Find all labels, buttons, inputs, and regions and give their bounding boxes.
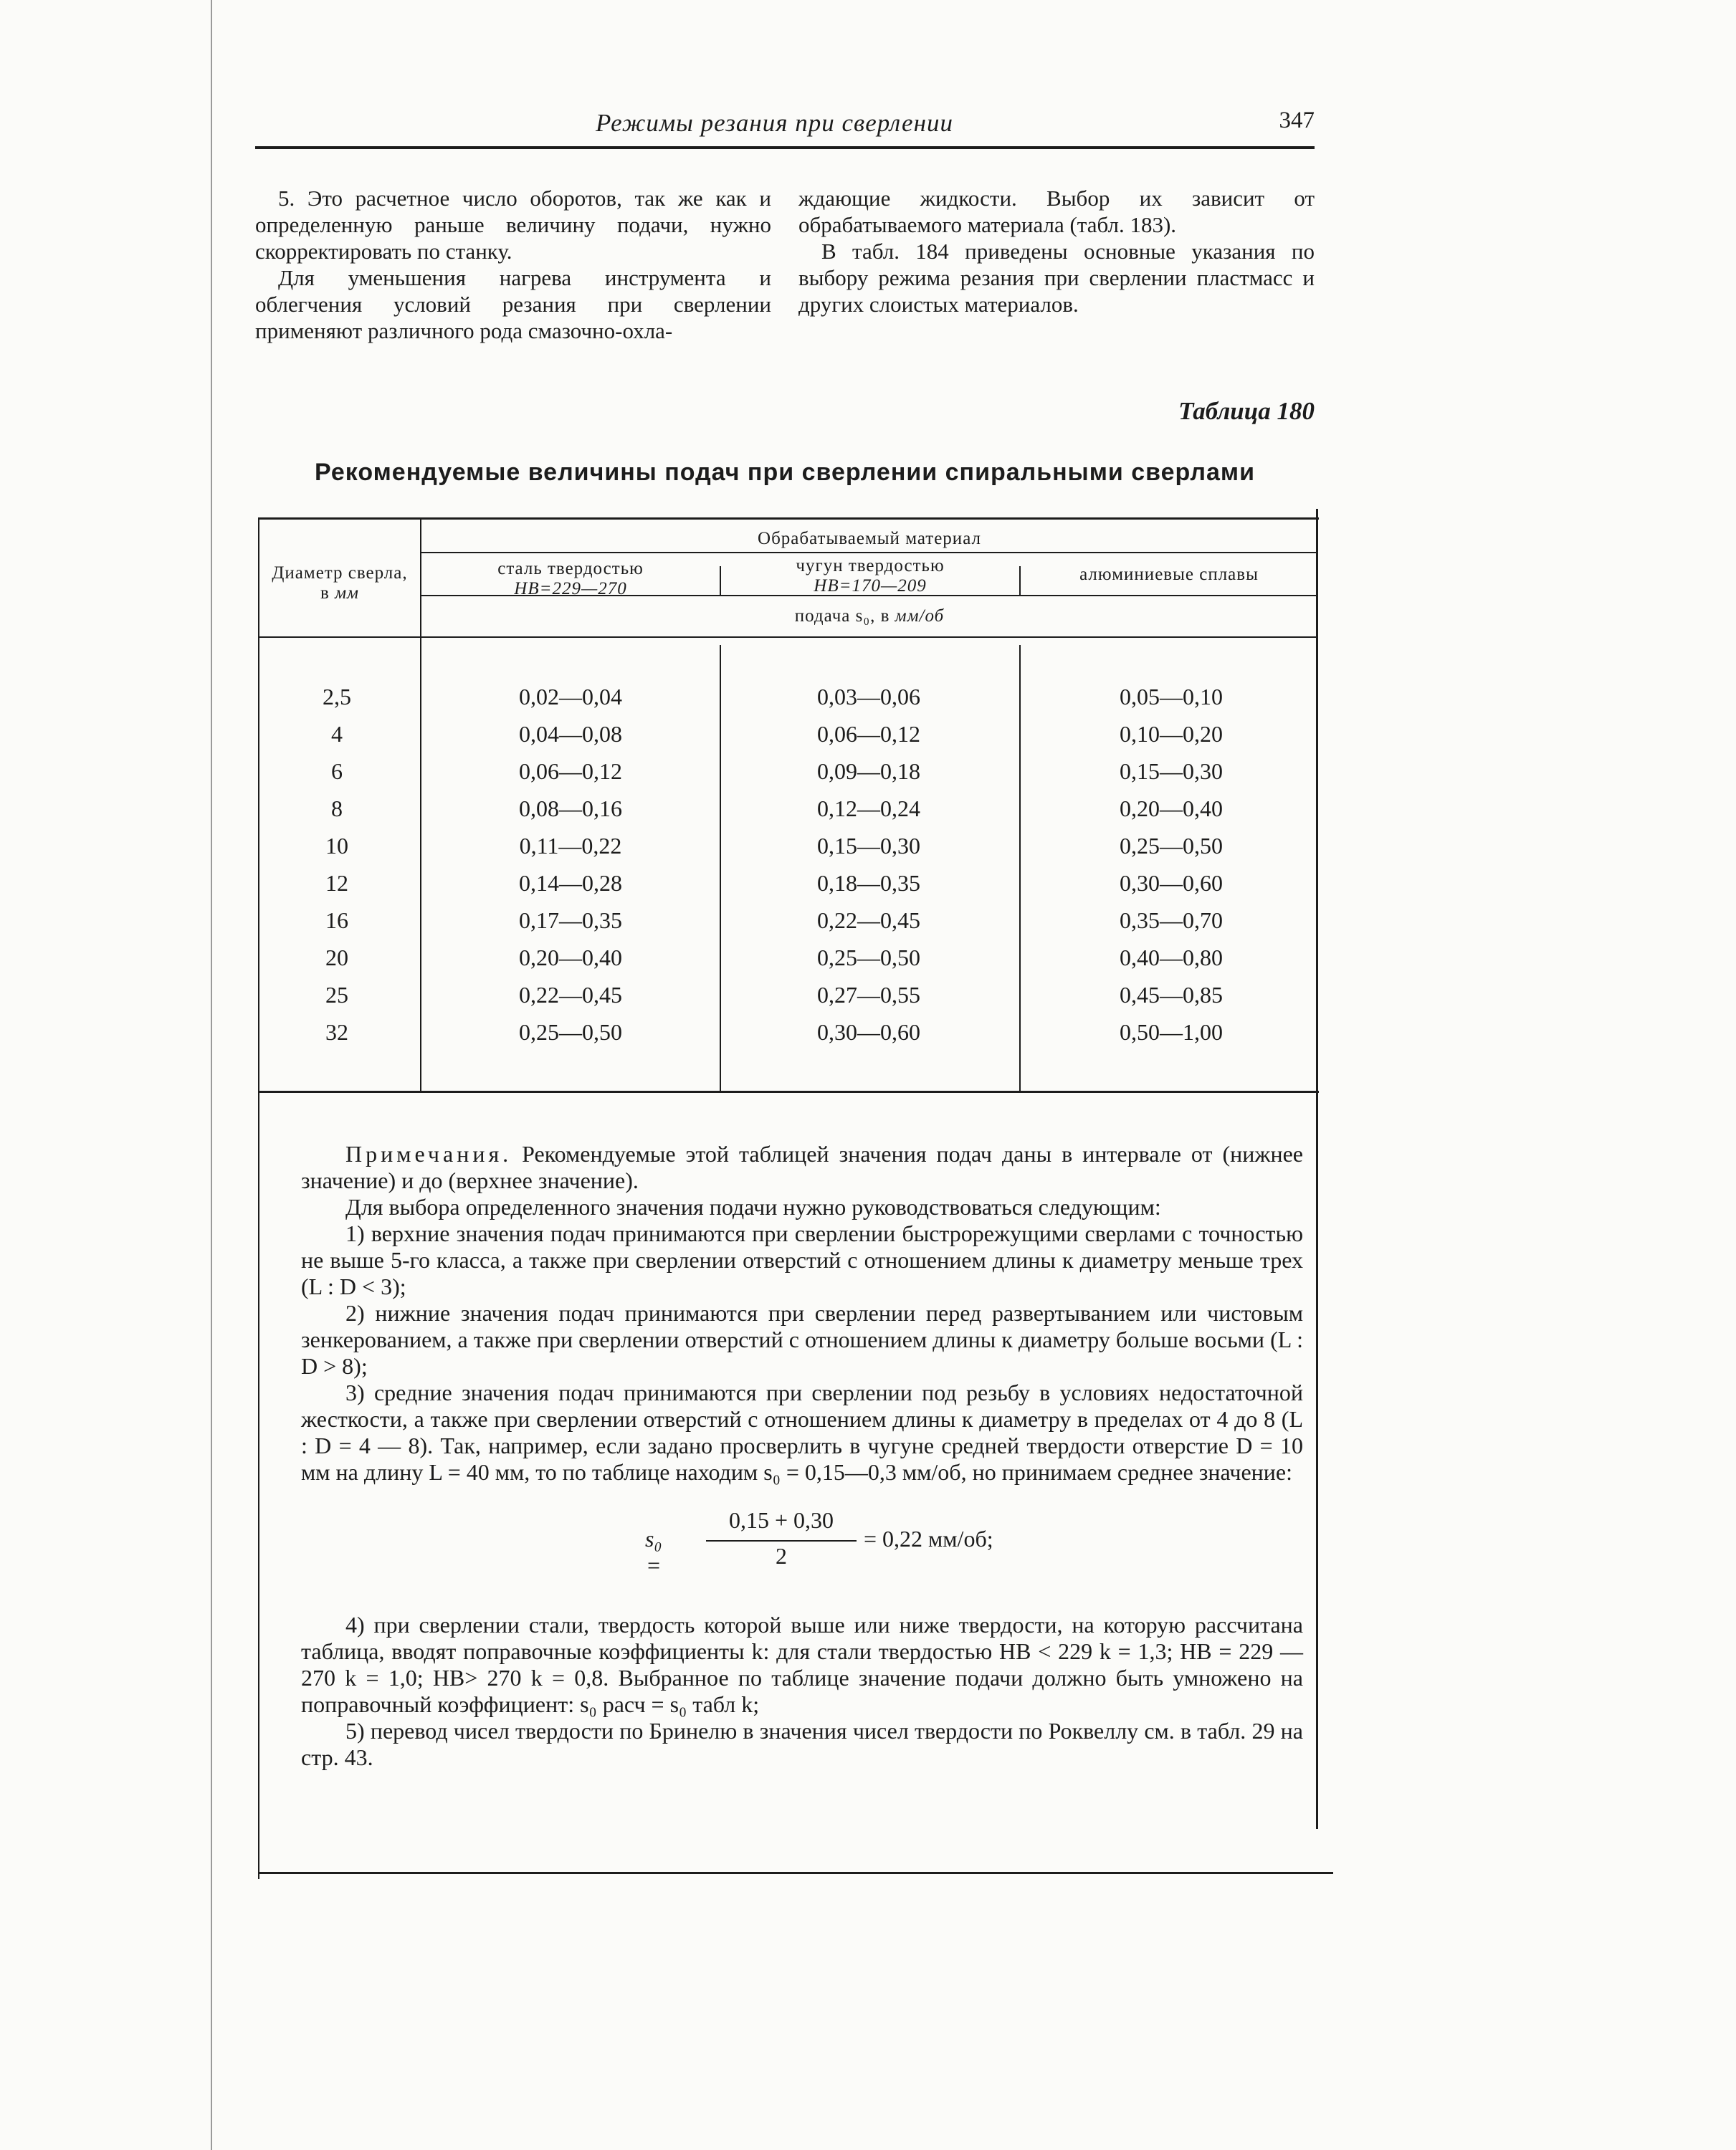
header-diameter-unit: мм: [335, 583, 359, 603]
intro-left-column: [255, 185, 771, 344]
formula-rhs: = 0,22 мм/об;: [864, 1526, 993, 1552]
header-steel-line2: HB=229—270: [514, 579, 627, 598]
cell-iron: 0,25—0,50: [817, 945, 920, 970]
note-paragraph: Для выбора определенного значения подачи нужно руководствоваться следующим:: [345, 1194, 1161, 1220]
header-col-divider: [1019, 566, 1021, 595]
header-rule-material: [420, 552, 1316, 553]
note-text: Рекомендуемые этой таблицей значения подач даны в интервале от (нижнее значение) и до (верхнее значение).: [301, 1141, 1304, 1193]
cell-diameter: 20: [325, 945, 348, 970]
cell-diameter: 2,5: [323, 684, 351, 710]
cell-diameter: 16: [325, 907, 348, 933]
cell-diameter: 12: [325, 870, 348, 896]
cell-alum: 0,50—1,00: [1120, 1019, 1223, 1045]
frame-right-line: [1316, 509, 1318, 1829]
note-paragraph: 3) средние значения подач принимаются при сверлении под резьбу в условиях недостаточной жесткости, а также при сверлении отверстий с отношением длины к диаметру в пределах от 4 до 8 (L : D = 4 — 8). Так, например, если задано просверлить в чугуне средней твердости отверстие D = 10 мм на длину L = 40 мм, то по таблице находим s₀ = 0,15—0,3 мм/об, но принимаем среднее значение:: [301, 1380, 1303, 1485]
intro-right-column: [798, 185, 1315, 317]
header-alum: алюминиевые сплавы: [1079, 565, 1259, 584]
header-rule: [255, 146, 1315, 149]
cell-iron: 0,30—0,60: [817, 1019, 920, 1045]
col-line-steel: [720, 645, 721, 1091]
cell-diameter: 6: [331, 758, 343, 784]
cell-iron: 0,06—0,12: [817, 721, 920, 747]
running-header: [255, 108, 1315, 148]
cell-iron: 0,12—0,24: [817, 796, 920, 821]
cell-alum: 0,40—0,80: [1120, 945, 1223, 970]
header-feed-unit: мм/об: [895, 606, 945, 626]
col-line-iron: [1019, 645, 1021, 1091]
frame-left-line: [258, 517, 259, 1879]
cell-steel: 0,17—0,35: [519, 907, 622, 933]
header-iron: [722, 556, 1018, 596]
header-material: Обрабатываемый материал: [758, 529, 981, 548]
header-bottom-rule: [258, 636, 1316, 638]
header-feed: [423, 606, 1316, 626]
cell-steel: 0,02—0,04: [519, 684, 622, 710]
cell-iron: 0,22—0,45: [817, 907, 920, 933]
cell-alum: 0,30—0,60: [1120, 870, 1223, 896]
header-diameter: [267, 563, 413, 603]
cell-steel: 0,20—0,40: [519, 945, 622, 970]
note-paragraph: [301, 1141, 1303, 1194]
cell-steel: 0,25—0,50: [519, 1019, 622, 1045]
table-title: Рекомендуемые величины подач при сверлении спиральными сверлами: [315, 459, 1255, 486]
cell-alum: 0,45—0,85: [1120, 982, 1223, 1008]
cell-alum: 0,20—0,40: [1120, 796, 1223, 821]
table-label: Таблица 180: [1178, 397, 1315, 425]
cell-diameter: 4: [331, 721, 343, 747]
intro-paragraph: 5. Это расчетное число оборотов, так же как и определенную раньше величину подачи, нужно скорректировать по станку.: [255, 186, 771, 264]
cell-iron: 0,18—0,35: [817, 870, 920, 896]
fraction-bar: [706, 1540, 857, 1542]
running-header-title: Режимы резания при сверлении: [596, 109, 953, 137]
frame-bottom-rule: [258, 1872, 1333, 1874]
notes-heading: Примечания.: [345, 1141, 512, 1167]
note-paragraph: 4) при сверлении стали, твердость которой выше или ниже твердости, на которую рассчитана таблица, вводят поправочные коэффициенты k: для стали твердостью HB < 229 k = 1,3; HB = 229 — 270 k = 1,0; HB> 270 k = 0,8. Выбранное по таблице значение подачи должно быть умножено на поправочный коэффициент: s₀ расч = s₀ табл k;: [301, 1612, 1303, 1717]
cell-alum: 0,10—0,20: [1120, 721, 1223, 747]
intro-paragraph: ждающие жидкости. Выбор их зависит от обрабатываемого материала (табл. 183).: [798, 186, 1315, 237]
cell-alum: 0,15—0,30: [1120, 758, 1223, 784]
header-iron-line2: HB=170—209: [814, 576, 927, 596]
cell-alum: 0,35—0,70: [1120, 907, 1223, 933]
cell-iron: 0,27—0,55: [817, 982, 920, 1008]
table-top-rule: [258, 517, 1319, 520]
cell-steel: 0,14—0,28: [519, 870, 622, 896]
col-line-diameter: [420, 517, 421, 1091]
formula-lhs: s₀ =: [645, 1526, 662, 1578]
intro-paragraph: В табл. 184 приведены основные указания по выбору режима резания при сверлении пластмасс и других слоистых материалов.: [798, 239, 1315, 317]
formula-denominator: 2: [776, 1543, 787, 1569]
notes: [301, 1141, 1303, 1771]
cell-iron: 0,15—0,30: [817, 833, 920, 859]
header-col-divider: [720, 566, 721, 595]
header-iron-line1: чугун твердостью: [796, 556, 945, 575]
cell-steel: 0,11—0,22: [519, 833, 622, 859]
header-diameter-label: Диаметр сверла, в: [272, 563, 408, 603]
page-number: 347: [1279, 108, 1315, 133]
formula-numerator: 0,15 + 0,30: [728, 1507, 834, 1533]
cell-diameter: 10: [325, 833, 348, 859]
note-paragraph: 2) нижние значения подач принимаются при сверлении перед развертыванием или чистовым зенкерованием, а также при сверлении отверстий с отношением длины к диаметру больше восьми (L : D > 8);: [301, 1300, 1303, 1379]
formula: [301, 1507, 1303, 1586]
note-paragraph: 1) верхние значения подач принимаются при сверлении быстрорежущими сверлами с точностью не выше 5-го класса, а также при сверлении отверстий с отношением длины к диаметру меньше трех (L : D < 3);: [301, 1220, 1303, 1299]
cell-steel: 0,22—0,45: [519, 982, 622, 1008]
header-steel: [423, 559, 718, 599]
cell-steel: 0,08—0,16: [519, 796, 622, 821]
cell-diameter: 8: [331, 796, 343, 821]
cell-alum: 0,25—0,50: [1120, 833, 1223, 859]
cell-steel: 0,06—0,12: [519, 758, 622, 784]
header-steel-line1: сталь твердостью: [497, 559, 644, 578]
scan-binding-edge: [211, 0, 212, 2150]
header-feed-label: подача s₀, в: [794, 606, 890, 626]
intro-paragraph: Для уменьшения нагрева инструмента и облегчения условий резания при сверлении применяют различного рода смазочно-охла-: [255, 265, 771, 343]
cell-iron: 0,09—0,18: [817, 758, 920, 784]
cell-iron: 0,03—0,06: [817, 684, 920, 710]
note-paragraph: 5) перевод чисел твердости по Бринелю в значения чисел твердости по Роквеллу см. в табл. 29 на стр. 43.: [301, 1718, 1303, 1770]
table-bottom-rule: [258, 1091, 1319, 1093]
cell-diameter: 32: [325, 1019, 348, 1045]
cell-steel: 0,04—0,08: [519, 721, 622, 747]
cell-alum: 0,05—0,10: [1120, 684, 1223, 710]
cell-diameter: 25: [325, 982, 348, 1008]
